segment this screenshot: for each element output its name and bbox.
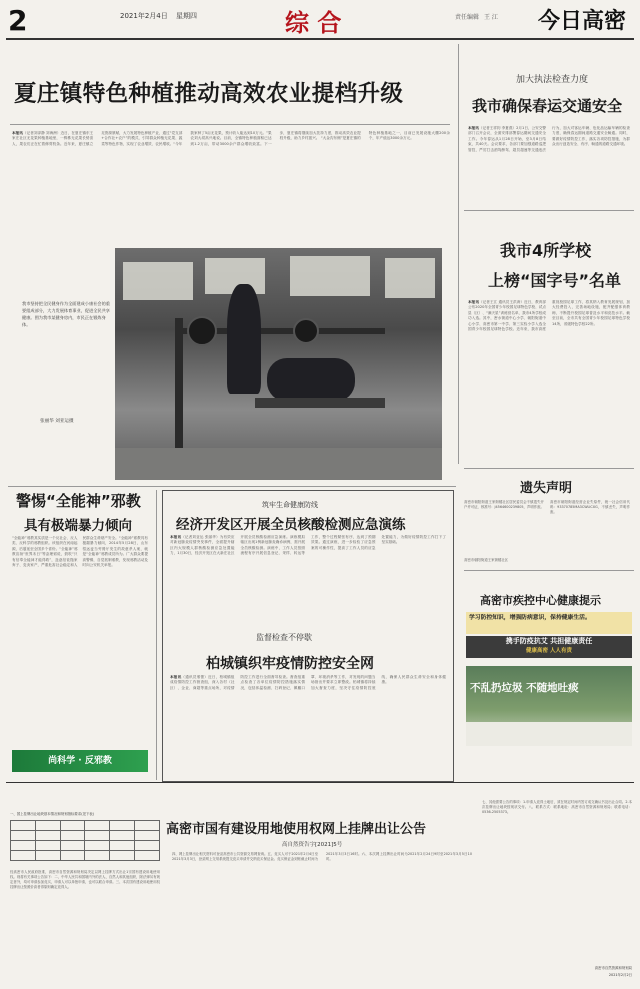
lost-notice-title: 遗失声明 [520, 481, 573, 496]
table-cell [60, 821, 85, 831]
table-cell [60, 831, 85, 841]
land-col-left-text: 经高密市人民政府批准，高密市自然资源和规划局决定以网上挂牌方式出让1宗国有建设用地使用权。现将有关事项公告如下：二、中华人民共和国境内外的法人、自然人和其他组织，除法律另有规定者外，均可申请参加竞买，申请人可以单独申请，也可以联合申请。三、本次国有建设用地使用权挂牌出让按照价高者得原则确定竞得人。 [10, 870, 160, 889]
health-banner [466, 666, 632, 746]
table-cell [11, 841, 36, 851]
table-cell [35, 851, 60, 861]
page-number: 2 [8, 4, 28, 37]
nucleic-byline-detail: （记者刘亚运 张丽华） [181, 535, 220, 539]
table-cell [110, 821, 135, 831]
land-headline: 高密市国有建设用地使用权网上挂牌出让公告 [166, 822, 427, 837]
section-rule [8, 486, 456, 487]
section-name: 综 合 [285, 9, 342, 37]
table-cell [110, 851, 135, 861]
traffic-headline: 我市确保春运交通安全 [472, 97, 623, 115]
header-rule [6, 38, 634, 40]
health-title: 高密市疾控中心健康提示 [480, 594, 601, 607]
schools-body-text: 近日，教育部公布2020年全国青少年校园足球特色学校、试点县（区）、“满天星”训练营名单，我市4所学校成功入选。其中，密水街道中心小学、朝阳街道中心小学、高密市第一中学、第三实验小学入选全国青少年校园足球特色学校。近年来，我市高度重视校园足球工作，将其纳入教育发展规划，加大经费投入，完善场地设施，配齐配强体育教师，不断提升校园足球普及水平和竞技水平。截至目前，全市共有全国青少年校园足球特色学校14所，省级特色学校22所。 [468, 300, 630, 332]
baicheng-body [170, 675, 446, 775]
editor-credit [455, 12, 498, 21]
health-slogan-2-text: 携手防疫抗艾 共担健康责任 [505, 637, 593, 645]
land-top-rule [6, 782, 634, 783]
gym-photo [115, 248, 442, 480]
table-row [11, 821, 160, 831]
traffic-rule [464, 210, 634, 211]
lead-headline: 夏庄镇特色种植推动高效农业提档升级 [14, 81, 404, 107]
lead-body [12, 131, 450, 239]
table-cell [60, 851, 85, 861]
weekday-text: 星期四 [175, 12, 197, 20]
photo-floor [115, 448, 442, 480]
land-table [10, 820, 160, 861]
table-row [11, 831, 160, 841]
table-cell [85, 851, 110, 861]
lead-rule [10, 124, 450, 125]
land-number: 高自然资告字[2021]5号 [282, 842, 343, 848]
health-slogan-3-text: 健康高密 人人有责 [526, 648, 572, 654]
table-cell [135, 831, 160, 841]
lead-quote-text: “大金沟东侧”是夏庄镇的特色种植基地之一，目前已发展设施大棚200余个，年产值达3000余万元。 [320, 131, 450, 141]
editor-label: 责任编辑 [455, 14, 480, 21]
schools-headline-2: 上榜“国字号”名单 [488, 271, 622, 290]
photo-window [123, 262, 193, 300]
anticult-banner-text: 尚科学 · 反邪教 [48, 756, 112, 766]
table-cell [110, 831, 135, 841]
traffic-kicker: 加大执法检查力度 [516, 75, 589, 85]
land-issuer: 高密市自然资源和规划局 [594, 966, 632, 970]
lost-notice-right [550, 500, 630, 556]
table-cell [85, 821, 110, 831]
lead-body-text: 近日，在夏庄镇东王家庄社区无花果种植基地里，一株株无花果长势喜人，果农们正在忙着修剪枝条。近年来，夏庄镇立足资源禀赋，大力发展特色种植产业，通过“党支部+合作社+农户”的模式，引导群众种植无花果、蔬菜等特色作物，实现了农业增效、农民增收。“今年我家种了5亩无花果，预计收入能达到10万元。”果农刘大叔高兴地说。目前，全镇特色种植面积已达到1.2万亩，带动3000余户群众增收致富。下一步，夏庄镇将继续加大扶持力度，推动高效农业提档升级，助力乡村振兴。 [12, 131, 361, 146]
baicheng-body-text: 近日，柏城镇组成疫情防控工作督查组，深入各村（社区）、企业、商超等重点场所，对疫情防控工作进行全面督导检查。督查组重点检查了各单位疫情防控措施落实情况，包括体温检测、扫码登记、佩戴口罩、环境消杀等工作，对发现的问题当场指出并要求立即整改。柏城镇将持续加大督查力度，坚决守住疫情防控底线，确保人民群众生命安全和身体健康。 [170, 675, 446, 690]
photo-caption-text: 我市坚持把全民健身作为全面建成小康社会的重要组成部分，大力发展体育事业，促进全民共享健康。图为我市某健身房内，市民正在锻炼身体。 [22, 301, 110, 327]
photo-weight-plate [293, 318, 319, 344]
editor-name: 王 江 [483, 14, 498, 21]
photo-person-lifting [267, 358, 355, 402]
traffic-byline: 本报讯 [468, 126, 479, 130]
nucleic-body [170, 535, 446, 619]
masthead: 今日高密 [538, 8, 627, 34]
schools-body [468, 300, 630, 460]
schools-byline: 本报讯 [468, 300, 479, 304]
land-col-right [482, 800, 632, 960]
table-cell [135, 851, 160, 861]
photo-machine-frame [175, 318, 183, 468]
baicheng-kicker: 监督检查不停歇 [256, 633, 312, 642]
photo-caption [22, 300, 110, 410]
lost-notice-left [464, 500, 544, 556]
baicheng-byline: 本报讯 [170, 675, 182, 679]
nucleic-body-text: 为有效应对新冠肺炎疫情突发事件，全面提升辖区内大规模人群核酸检测应急处置能力，1月30日，经济开发区在大新庄社区开展全员核酸检测应急演练。演练模拟辖区出现1例新冠肺炎确诊病例，需开展全员核酸检测。演练中，工作人员按照流程有序开展信息登记、采样、转运等工作，整个过程紧张有序，达到了预期效果。通过演练，进一步检验了应急预案的可操作性，提高了工作人员的应急处置能力，为做好疫情防控工作打下了坚实基础。 [170, 535, 446, 556]
table-row [11, 851, 160, 861]
anticult-body-text: “全能神”邪教其实质是一个反社会、反人类、反科学的邪教组织。该组织在河南起源，后蔓延至全国多个省份。“全能神”邪教宣扬“世界末日”等歪理邪说，鼓吹“只有信奉全能神才能得救”，蛊惑信徒抛家弃子、变卖家产，严重危害社会稳定和人民群众生命财产安全。“全能神”邪教具有极端暴力倾向，2014年5月28日，山东招远麦当劳餐厅发生的故意杀人案，就是“全能神”邪教成员所为。广大群众要提高警惕，自觉抵制邪教，发现邪教活动及时向公安机关举报。 [12, 536, 148, 568]
table-cell [110, 841, 135, 851]
photo-credit: 张丽华 刘亚运摄 [40, 419, 74, 424]
lost-notice-signer: 高密市朝阳街道王家街楼社区 [464, 558, 509, 562]
table-cell [11, 821, 36, 831]
anticult-headline-2: 具有极端暴力倾向 [24, 518, 132, 534]
table-cell [135, 841, 160, 851]
nucleic-kicker: 筑牢生命健康防线 [262, 501, 318, 509]
page-header [0, 0, 640, 40]
anticult-body [12, 536, 148, 746]
lost-rule [464, 570, 634, 571]
table-cell [60, 841, 85, 851]
column-divider [458, 44, 459, 464]
schools-rule [464, 468, 634, 469]
land-table-title: 一、国上挂牌出让地块基本情况和规划指标要求(见下表) [10, 812, 95, 816]
land-issue-date: 2021年2月2日 [608, 973, 632, 977]
date-text: 2021年2月4日 [120, 12, 168, 20]
table-cell [85, 841, 110, 851]
land-col-mid-text: 四、网上挂牌出让相关资料可登录高密市公共资源交易网查询。五、竞买人可于2021年2月4日至2021年3月3日，登录网上交易系统提交竞买申请并交纳竞买保证金。竞买保证金到账截止时间为2021年3月3日16时。六、本次网上挂牌出让时间为2021年2月24日9时至2021年3月5日10时。 [172, 852, 472, 861]
schools-headline-1: 我市4所学校 [500, 241, 592, 260]
photo-person-standing [227, 284, 261, 394]
traffic-body [468, 126, 630, 202]
table-cell [11, 851, 36, 861]
anticult-headline-1: 警惕“全能神”邪教 [16, 492, 141, 510]
lead-byline-detail: （记者刘泽静 刘海洲） [22, 131, 61, 135]
anticult-divider [156, 490, 157, 780]
lost-notice-right-text: 高密市朝阳街道经营企业失原件，统一社会信用代码：93370785MA3CWLICXG，不慎丢失，声明作废。 [550, 500, 630, 514]
nucleic-headline: 经济开发区开展全员核酸检测应急演练 [176, 517, 406, 533]
table-cell [11, 831, 36, 841]
photo-weight-plate [187, 316, 217, 346]
table-cell [35, 841, 60, 851]
land-col-left [10, 870, 160, 980]
health-slogan-1-text: 学习防控知识，增强防病意识，保持健康生活。 [469, 615, 591, 621]
lost-notice-left-text: 高密市朝阳街道王家街楼社区居民委员会不慎遗失开户许可证，核准号：J4564600239805，声明作废。 [464, 500, 544, 509]
banner-ground [466, 722, 632, 746]
schools-byline-detail: （记者王江 通讯员王洪涛） [478, 300, 525, 304]
land-col-mid [172, 852, 472, 980]
baicheng-headline: 柏城镇织牢疫情防控安全网 [206, 656, 374, 672]
photo-bench [255, 398, 385, 408]
lead-byline: 本报讯 [12, 131, 23, 135]
anticult-banner [12, 750, 148, 772]
photo-window [385, 258, 435, 298]
photo-window [290, 256, 370, 296]
traffic-body-text: 2月1日，公安交警部门召开会议，全面安排部署春运期间交通安全工作。今年春运从1月28日开始，至3月8日结束，共40天。会议要求，各部门要加强道路巡逻管控，严厉打击酒驾醉驾、超员超速等交通违法行为，加大对客运车辆、危化品运输车辆的检查力度，确保春运期间道路交通安全畅通。同时，要做好疫情防控工作，落实各项防控措施，为群众出行创造安全、有序、畅通的道路交通环境。 [468, 126, 630, 152]
traffic-byline-detail: （记者王祥钧 李夏燕） [478, 126, 517, 130]
table-row [11, 841, 160, 851]
land-col-right-text: 七、其他需要公告的事项：1.申请人竞得土地后，须在规定时间内签订成交确认书及出让合同。2.本次挂牌出让地块按现状交付。八、联系方式：联系地址：高密市自然资源和规划局；联系电话：0536-2505373。 [482, 800, 632, 814]
table-cell [135, 821, 160, 831]
header-date [120, 11, 197, 21]
table-cell [35, 831, 60, 841]
health-banner-text: 不乱扔垃圾 不随地吐痰 [470, 682, 579, 694]
health-slogan-1 [466, 612, 632, 634]
table-cell [35, 821, 60, 831]
nucleic-byline: 本报讯 [170, 535, 182, 539]
baicheng-byline-detail: （通讯员邢蕾） [181, 675, 209, 679]
table-cell [85, 831, 110, 841]
health-slogan-2 [466, 636, 632, 658]
